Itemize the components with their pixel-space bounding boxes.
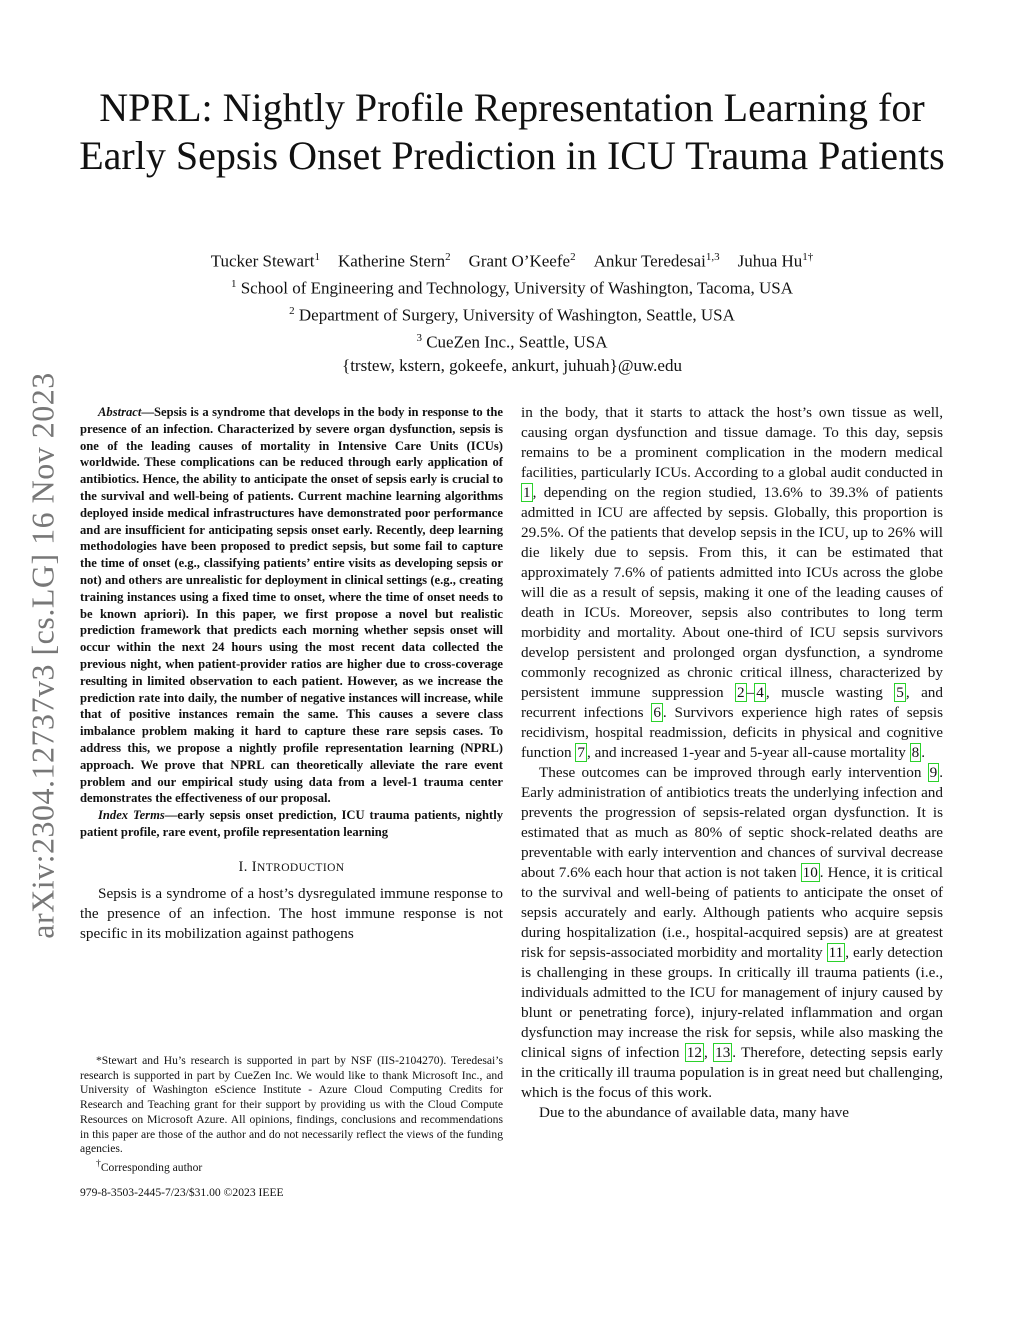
funding-footnote: *Stewart and Hu’s research is supported in part by NSF (IIS-2104270). Teredesai’s research is supported in part by CueZen Inc. We would like to thank Microsoft Inc., and University of Washington eScience Institute - Azure Cloud Computing Credits for Research and Teaching grant for their support by providing us with the Cloud Compute Resources on Microsoft Azure. All opinions, findings, conclusions and recommendations in this paper are those of the author and do not necessarily reflect the views of the funding agencies. xyxy=(80,1054,503,1156)
citation-link[interactable]: 2 xyxy=(737,684,745,701)
author: Tucker Stewart$^1$ xyxy=(210,251,320,271)
abstract-text: —Sepsis is a syndrome that develops in the body in response to the presence of an infection. Characterized by severe organ dysfunction, sepsis is one of the leading causes of mortality in Intensive Care Units (ICUs) worldwide. These complications can be reduced through early application of antibiotics. Hence, the ability to anticipate the onset of sepsis early is crucial to the survival and well-being of patients. Current machine learning algorithms deployed inside medical infrastructures have demonstrated poor performance and are insufficient for anticipating sepsis onset early. Recently, deep learning methodologies have been proposed to predict sepsis, but some fail to capture the time of onset (e.g., classifying patients’ entire visits as developing sepsis or not) and others are unrealistic for deployment in clinical settings (e.g., creating training instances using a fixed time to onset, where the time of onset needs to be known apriori). In this paper, we first propose a novel but realistic prediction framework that predicts each morning whether sepsis onset will occur within the next 24 hours using the most recent data collected the previous night, when patient-provider ratios are higher due to cross-coverage resulting in limited observation to each patient. However, as we increase the prediction rate into daily, the number of negative instances will increase, while that of positive instances remain the same. This causes a severe class imbalance problem making it hard to capture these rare sepsis cases. To address this, we propose a nightly profile representation learning (NPRL) approach. We prove that NPRL can theoretically alleviate the rare event problem and our empirical study using data from a level-1 trauma center demonstrates the effectiveness of our proposal. xyxy=(80,405,503,806)
citation-link[interactable]: 6 xyxy=(653,704,661,721)
body-paragraph: These outcomes can be improved through early intervention 9 . Early administration of antibiotics treats the underlying infection and prevents the progression of sepsis-related organ dysfunction. It is estimated that as much as 80% of septic shock-related deaths are preventable with early intervention and chances of survival decrease about 7.6% each hour that action is not taken 10 . Hence, it is critical to the survival and well-being of patients to anticipate the onset of sepsis accurately and early. Although patients who acquire sepsis during hospitalization (i.e., hospital-acquired sepsis) are at greatest risk for sepsis-associated morbidity and mortality 11 , early detection is challenging in these groups. In critically ill trauma patients (i.e., individuals admitted to the ICU for management of injury caused by blunt or penetrating force), injury-related inflammation and organ dysfunction may increase the risk for sepsis, while also masking the clinical signs of infection 12 , 13 . Therefore, detecting sepsis early in the critically ill trauma population is in great need but challenging, which is the focus of this work. xyxy=(521,764,943,1101)
footnotes xyxy=(80,1054,503,1175)
citation-link[interactable]: 8 xyxy=(911,744,920,761)
body-paragraph: Due to the abundance of available data, many have xyxy=(539,1104,849,1121)
arxiv-identifier: arXiv:2304.12737v3 [cs.LG] 16 Nov 2023 xyxy=(24,371,61,939)
right-column xyxy=(521,403,943,1123)
arxiv-stamp xyxy=(8,350,78,960)
left-column xyxy=(80,404,503,944)
author-list xyxy=(120,246,904,273)
corresponding-footnote: †Corresponding author xyxy=(96,1157,203,1174)
citation-link[interactable]: 13 xyxy=(715,1044,731,1061)
citation-link[interactable]: 7 xyxy=(577,744,586,761)
author: Juhua $Hu^{1\dagger}$ xyxy=(737,251,814,271)
citation-link[interactable]: 9 xyxy=(929,764,938,781)
author: Katherine Stern$^2$ xyxy=(337,251,451,271)
affiliation: $^2$ Department of Surgery, University of Washington, Seattle, USA xyxy=(289,305,735,325)
affiliation: $^3$ CueZen Inc., Seattle, USA xyxy=(416,332,608,353)
copyright-notice: 979-8-3503-2445-7/23/$31.00 ©2023 IEEE xyxy=(80,1186,284,1199)
citation-link[interactable]: 5 xyxy=(896,684,904,701)
author-block xyxy=(120,246,904,377)
citation-link[interactable]: 1 xyxy=(523,484,531,501)
citation-link[interactable]: 10 xyxy=(802,864,818,881)
index-terms-text: —early sepsis onset prediction, ICU trauma patients, nightly patient profile, rare event, profile representation learning xyxy=(80,808,503,839)
citation-link[interactable]: 11 xyxy=(828,944,844,961)
index-terms xyxy=(80,807,503,841)
abstract-label: Abstract xyxy=(98,405,142,419)
section-heading: I. INTRODUCTION xyxy=(238,858,345,875)
abstract xyxy=(80,404,503,807)
intro-paragraph: Sepsis is a syndrome of a host’s dysregulated immune response to the presence of an infection. The host immune response is not specific in its mobilization against pathogens xyxy=(80,884,503,942)
author: Ankur Teredesai$^{1,3}$ xyxy=(593,251,720,271)
citation-link[interactable]: 12 xyxy=(686,1044,702,1061)
paper-title: NPRL: Nightly Profile Representation Learning for Early Sepsis Onset Prediction in ICU Trauma Patients xyxy=(79,85,945,178)
affiliation: $^1$ School of Engineering and Technology, University of Washington, Tacoma, USA xyxy=(230,278,794,298)
author-emails: {trstew, kstern, gokeefe, ankurt, juhuah}@uw.edu xyxy=(342,355,682,375)
body-paragraph: in the body, that it starts to attack the host’s own tissue as well, causing organ dysfunction and tissue damage. To this day, sepsis remains to be a prominent complication in the modern medical facilities, particularly ICUs. According to a global audit conducted in 1 , depending on the region studied, 13.6% to 39.3% of patients admitted in ICU are affected by sepsis. Globally, this proportion is 29.5%. Of the patients that develop sepsis in the ICU, up to 26% will die likely due to sepsis. From this, it can be estimated that approximately 7.6% of patients admitted into ICUs across the globe will die as a result of sepsis, making it one of the leading causes of death in ICUs. Moreover, sepsis also contributes to long term morbidity and mortality. About one-third of ICU sepsis survivors develop persistent and prolonged organ dysfunction, a syndrome commonly recognized as chronic critical illness, characterized by persistent immune suppression 2 – 4 , muscle wasting 5 , and recurrent infections 6 . Survivors experience high rates of sepsis recidivism, hospital readmission, deficits in physical and cognitive function 7 , and increased 1-year and 5-year all-cause mortality 8 . xyxy=(521,404,943,761)
index-terms-label: Index Terms xyxy=(98,808,165,823)
citation-link[interactable]: 4 xyxy=(756,684,764,701)
author: Grant O’Keefe$^2$ xyxy=(468,251,576,271)
